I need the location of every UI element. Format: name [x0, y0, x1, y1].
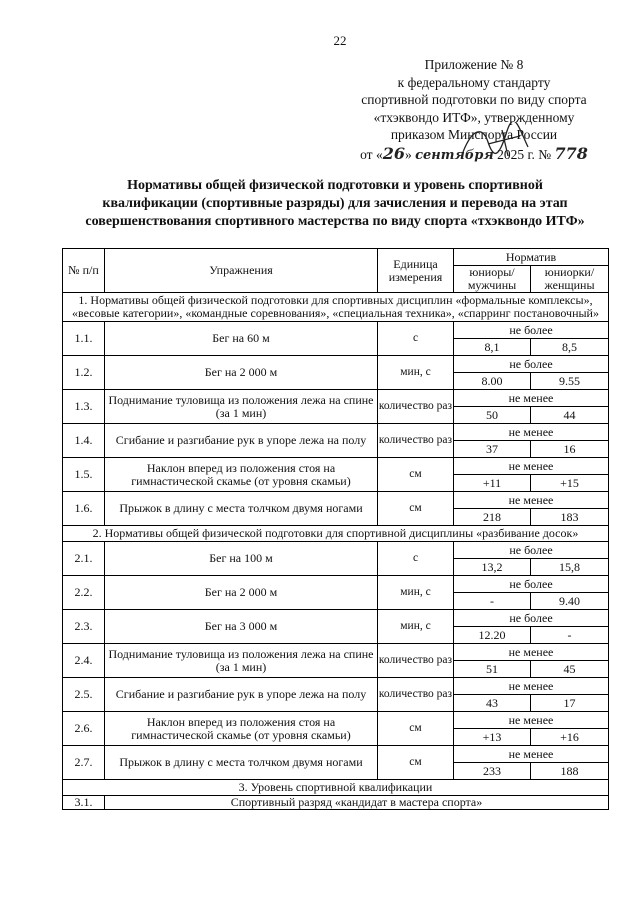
- row-exercise: Бег на 2 000 м: [105, 576, 378, 610]
- row-unit: с: [378, 322, 454, 356]
- row-condition: не более: [454, 542, 609, 559]
- row-male-value: 43: [454, 695, 531, 712]
- header-male: юниоры/ мужчины: [454, 266, 531, 293]
- row-male-value: 13,2: [454, 559, 531, 576]
- row-condition: не более: [454, 610, 609, 627]
- table-row: [63, 390, 609, 407]
- row-condition: не менее: [454, 712, 609, 729]
- document-title: [45, 177, 625, 231]
- row-unit: количество раз: [378, 390, 454, 424]
- section-title: 1. Нормативы общей физической подготовки для спортивных дисциплин «формальные комплексы», «весовые категории», «командные соревнования», «специальная техника», «спарринг постановочный»: [63, 293, 609, 322]
- header-norm: Норматив: [454, 249, 609, 266]
- row-male-value: 218: [454, 509, 531, 526]
- row-num: 2.6.: [63, 712, 105, 746]
- row-unit: количество раз: [378, 678, 454, 712]
- row-unit: количество раз: [378, 644, 454, 678]
- row-female-value: 188: [531, 763, 609, 780]
- row-condition: не менее: [454, 390, 609, 407]
- section-row: [63, 293, 609, 322]
- row-male-value: 8,1: [454, 339, 531, 356]
- row-exercise: Сгибание и разгибание рук в упоре лежа на полу: [105, 678, 378, 712]
- row-female-value: -: [531, 627, 609, 644]
- row-condition: не менее: [454, 458, 609, 475]
- row-unit: мин, с: [378, 610, 454, 644]
- row-exercise: Бег на 100 м: [105, 542, 378, 576]
- header-exercise: Упражнения: [105, 249, 378, 293]
- row-condition: не менее: [454, 424, 609, 441]
- table-body: [63, 293, 609, 810]
- row-condition: не менее: [454, 678, 609, 695]
- appendix-line: приказом Минспорта России: [390, 127, 558, 142]
- table-row: [63, 576, 609, 593]
- row-exercise: Сгибание и разгибание рук в упоре лежа на полу: [105, 424, 378, 458]
- row-num: 2.7.: [63, 746, 105, 780]
- row-num: 1.1.: [63, 322, 105, 356]
- row-female-value: 8,5: [531, 339, 609, 356]
- row-male-value: 12.20: [454, 627, 531, 644]
- appendix-line: спортивной подготовки по виду спорта: [361, 92, 587, 107]
- row-num: 2.2.: [63, 576, 105, 610]
- date-year: 2025 г. №: [493, 146, 555, 162]
- row-unit: мин, с: [378, 576, 454, 610]
- row-male-value: -: [454, 593, 531, 610]
- date-mid: »: [404, 146, 416, 162]
- row-exercise: Бег на 2 000 м: [105, 356, 378, 390]
- signature-icon: [458, 122, 538, 162]
- table-row: [63, 322, 609, 339]
- row-male-value: 50: [454, 407, 531, 424]
- table-row: [63, 610, 609, 627]
- section-title: 2. Нормативы общей физической подготовки для спортивной дисциплины «разбивание досок»: [63, 526, 609, 542]
- table-row: [63, 796, 609, 810]
- row-exercise: Бег на 3 000 м: [105, 610, 378, 644]
- row-male-value: 51: [454, 661, 531, 678]
- row-female-value: 44: [531, 407, 609, 424]
- header-num: № п/п: [63, 249, 105, 293]
- row-male-value: 37: [454, 441, 531, 458]
- row-condition: не менее: [454, 746, 609, 763]
- row-num: 1.3.: [63, 390, 105, 424]
- row-female-value: 45: [531, 661, 609, 678]
- header-unit: Единица измерения: [378, 249, 454, 293]
- row-male-value: 233: [454, 763, 531, 780]
- row-condition: не более: [454, 356, 609, 373]
- row-female-value: 16: [531, 441, 609, 458]
- order-day: 26: [382, 143, 405, 163]
- row-unit: количество раз: [378, 424, 454, 458]
- table-row: [63, 492, 609, 509]
- row-exercise: Поднимание туловища из положения лежа на спине (за 1 мин): [105, 390, 378, 424]
- order-number: 778: [554, 143, 588, 163]
- row-exercise: Наклон вперед из положения стоя на гимнастической скамье (от уровня скамьи): [105, 458, 378, 492]
- row-female-value: 9.40: [531, 593, 609, 610]
- row-exercise: Прыжок в длину с места толчком двумя ногами: [105, 746, 378, 780]
- appendix-line: к федеральному стандарту: [397, 74, 551, 90]
- row-unit: см: [378, 492, 454, 526]
- table-row: [63, 424, 609, 441]
- table-row: [63, 356, 609, 373]
- row-condition: не менее: [454, 644, 609, 661]
- appendix-line: Приложение № 8: [424, 57, 524, 72]
- row-condition: не менее: [454, 492, 609, 509]
- section-row: [63, 526, 609, 542]
- row-exercise: Бег на 60 м: [105, 322, 378, 356]
- row-male-value: +13: [454, 729, 531, 746]
- row-female-value: 15,8: [531, 559, 609, 576]
- appendix-line: «тхэквондо ИТФ», утвержденному: [373, 109, 575, 125]
- page-number: 22: [333, 33, 347, 48]
- table-row: [63, 712, 609, 729]
- row-female-value: 9.55: [531, 373, 609, 390]
- row-female-value: +16: [531, 729, 609, 746]
- row-condition: не более: [454, 576, 609, 593]
- row-exercise: Прыжок в длину с места толчком двумя ногами: [105, 492, 378, 526]
- row-condition: не более: [454, 322, 609, 339]
- table-row: [63, 678, 609, 695]
- row-num: 2.5.: [63, 678, 105, 712]
- row-unit: см: [378, 746, 454, 780]
- norms-table: [62, 248, 609, 810]
- section-row: [63, 780, 609, 796]
- table-row: [63, 746, 609, 763]
- row-exercise: Наклон вперед из положения стоя на гимнастической скамье (от уровня скамьи): [105, 712, 378, 746]
- row-num: 1.6.: [63, 492, 105, 526]
- row-unit: с: [378, 542, 454, 576]
- row-num: 1.4.: [63, 424, 105, 458]
- table-row: [63, 542, 609, 559]
- title-line: Нормативы общей физической подготовки и уровень спортивной: [127, 178, 543, 193]
- row-num: 1.2.: [63, 356, 105, 390]
- row-num: 2.3.: [63, 610, 105, 644]
- header-female: юниорки/ женщины: [531, 266, 609, 293]
- date-prefix: от «: [360, 146, 383, 162]
- row-num: 2.1.: [63, 542, 105, 576]
- row-text: Спортивный разряд «кандидат в мастера спорта»: [105, 796, 609, 810]
- row-num: 1.5.: [63, 458, 105, 492]
- order-month: сентября: [415, 147, 494, 163]
- row-male-value: 8.00: [454, 373, 531, 390]
- row-male-value: +11: [454, 475, 531, 492]
- title-line: совершенствования спортивного мастерства по виду спорта «тхэквондо ИТФ»: [85, 214, 585, 229]
- row-exercise: Поднимание туловища из положения лежа на спине (за 1 мин): [105, 644, 378, 678]
- section-title: 3. Уровень спортивной квалификации: [63, 780, 609, 796]
- row-unit: см: [378, 458, 454, 492]
- row-num: 3.1.: [63, 796, 105, 810]
- row-female-value: +15: [531, 475, 609, 492]
- row-female-value: 17: [531, 695, 609, 712]
- title-line: квалификации (спортивные разряды) для зачисления и перевода на этап: [102, 196, 568, 211]
- row-unit: мин, с: [378, 356, 454, 390]
- table-row: [63, 644, 609, 661]
- row-num: 2.4.: [63, 644, 105, 678]
- row-female-value: 183: [531, 509, 609, 526]
- row-unit: см: [378, 712, 454, 746]
- table-row: [63, 458, 609, 475]
